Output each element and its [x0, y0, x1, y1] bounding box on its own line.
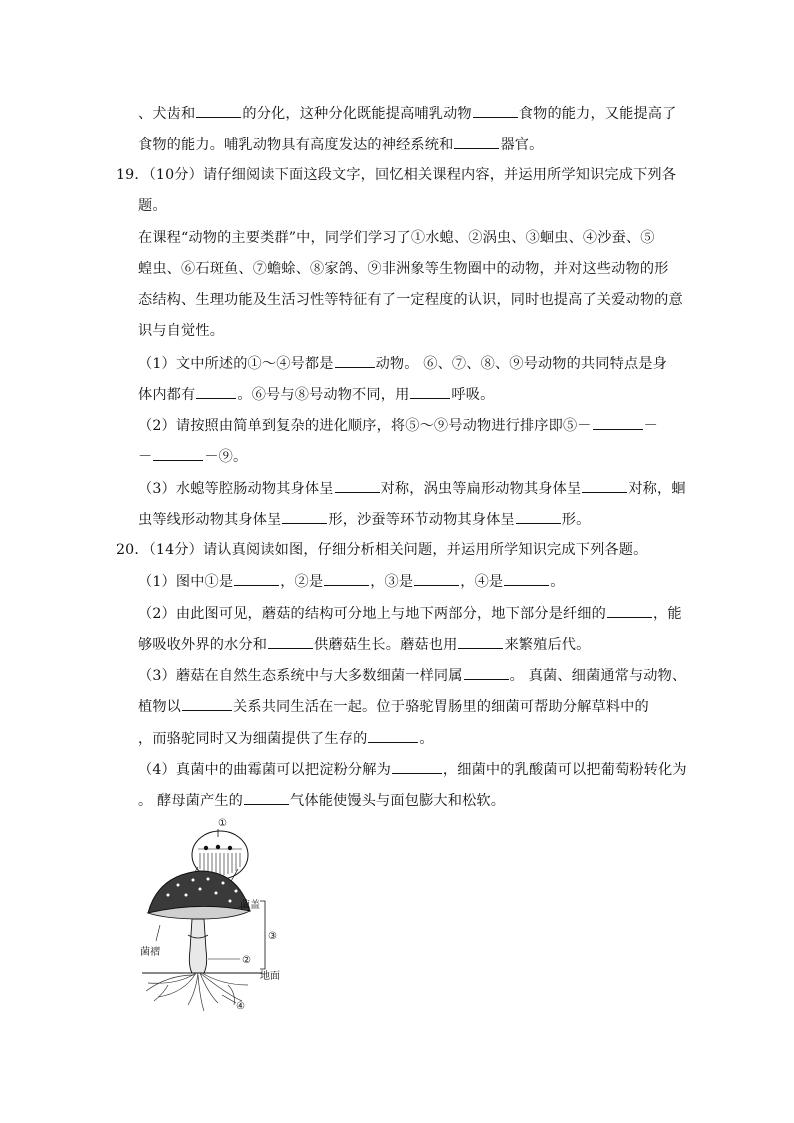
label-circle-3: ③ [268, 931, 277, 942]
q19-passage-3 [138, 290, 683, 310]
q20-part3-line-3 [138, 728, 434, 749]
label-circle-1: ① [218, 818, 227, 829]
answer-blank [414, 571, 459, 586]
answer-blank [282, 509, 327, 524]
answer-blank [335, 478, 380, 493]
answer-blank [196, 384, 236, 399]
text-span: 器官。 [500, 137, 544, 153]
mushroom-stem [189, 919, 206, 973]
text-span: 呼吸。 [451, 387, 495, 403]
text-span: 关系共同生活在一起。位于骆驼胃肠里的细菌可帮助分解草料中的 [233, 699, 649, 715]
text-span: 的分化，这种分化既能提高哺乳动物 [242, 106, 472, 122]
text-span: （2）由此图可见，蘑菇的结构可分地上与地下两部分，地下部分是纤细的 [138, 606, 606, 622]
q20-part4-line-2 [138, 790, 505, 811]
text-span: 形，沙蚕等环节动物其身体呈 [328, 512, 515, 528]
q19-passage-1 [138, 228, 655, 248]
text-span: 对称，涡虫等扁形动物其身体呈 [380, 481, 582, 497]
text-span: 植物以 [138, 699, 182, 715]
text-span: 。 真菌、细菌通常与动物、 [509, 668, 687, 684]
q18-line-1 [138, 103, 676, 124]
q19-part3-line-1 [138, 478, 686, 499]
text-span: 态结构、生理功能及生活习性等特征有了一定程度的认识，同时也提高了关爱动物的意 [138, 292, 683, 308]
q19-passage-2 [138, 259, 669, 279]
answer-blank [582, 478, 627, 493]
text-span: 20．（14分）请认真阅读如图，仔细分析相关问题，并运用所学知识完成下列各题。 [116, 542, 648, 558]
answer-blank [244, 790, 289, 805]
text-span: 虫等线形动物其身体呈 [138, 512, 282, 528]
q19-passage-4 [138, 321, 224, 341]
answer-blank [392, 759, 442, 774]
label-circle-2: ② [242, 955, 251, 966]
text-span: 来繁殖后代。 [504, 637, 591, 653]
label-ground: 地面 [260, 971, 280, 982]
text-span: 在课程“动物的主要类群”中，同学们学习了①水螅、②涡虫、③蛔虫、④沙蚕、⑤ [138, 230, 655, 246]
answer-blank [410, 384, 450, 399]
q20-heading [116, 540, 647, 560]
bracket-3 [260, 901, 265, 969]
text-span: （4）真菌中的曲霉菌可以把淀粉分解为 [138, 762, 391, 778]
q19-part3-line-2 [138, 509, 590, 530]
q19-part1-line-2 [138, 384, 494, 405]
q20-part2-line-2 [138, 634, 590, 655]
q19-part2-line-1 [138, 415, 658, 436]
text-span: （1）图中①是 [138, 574, 234, 590]
label-cap: 菌盖 [240, 900, 260, 911]
text-span: 食物的能力。哺乳动物具有高度发达的神经系统和 [138, 137, 454, 153]
text-span: （2）请按照由简单到复杂的进化顺序，将⑤～⑨号动物进行排序即⑤－ [138, 418, 592, 434]
text-span: 气体能使馒头与面包膨大和松软。 [290, 793, 506, 809]
text-span: 、犬齿和 [138, 106, 196, 122]
text-span: － [138, 449, 153, 465]
text-span: 供蘑菇生长。蘑菇也用 [314, 637, 458, 653]
label-circle-4: ④ [236, 1001, 245, 1012]
answer-blank [593, 415, 643, 430]
text-span: 识与自觉性。 [138, 323, 225, 339]
answer-blank [182, 696, 232, 711]
answer-blank [473, 103, 518, 118]
answer-blank [368, 728, 418, 743]
text-span: 。 [419, 731, 434, 747]
text-span: 19．（10分）请仔细阅读下面这段文字，回忆相关课程内容，并运用所学知识完成下列各 [116, 167, 677, 183]
q18-line-2 [138, 134, 543, 155]
text-span: ，而骆驼同时又为细菌提供了生存的 [138, 731, 368, 747]
text-span: ，③是 [370, 574, 414, 590]
answer-blank [516, 509, 561, 524]
text-span: －⑨。 [204, 449, 248, 465]
text-span: ，细菌中的乳酸菌可以把葡萄粉转化为 [442, 762, 687, 778]
text-span: 动物。 ⑥、⑦、⑧、⑨号动物的共同特点是身 [375, 356, 667, 372]
mushroom-diagram [138, 815, 298, 1020]
leader-gills [156, 925, 160, 941]
answer-blank [196, 103, 241, 118]
q19-heading [116, 165, 676, 185]
text-span: 够吸收外界的水分和 [138, 637, 268, 653]
q20-part2-line-1 [138, 603, 682, 624]
q19-part2-line-2 [138, 446, 247, 467]
answer-blank [458, 634, 503, 649]
text-span: 题。 [138, 198, 167, 214]
text-span: 。 酵母菌产生的 [138, 793, 244, 809]
q20-part4-line-1 [138, 759, 687, 780]
text-span: （1）文中所述的①～④号都是 [138, 356, 334, 372]
text-span: ，②是 [280, 574, 324, 590]
answer-blank [504, 571, 549, 586]
text-span: ，④是 [460, 574, 504, 590]
q19-part1-line-1 [138, 353, 667, 374]
text-span: 蝗虫、⑥石斑鱼、⑦蟾蜍、⑧家鸽、⑨非洲象等生物圈中的动物，并对这些动物的形 [138, 261, 669, 277]
answer-blank [335, 353, 375, 368]
answer-blank [454, 134, 499, 149]
text-span: 形。 [561, 512, 591, 528]
mycelium [146, 973, 248, 1011]
text-span: 对称，蛔 [628, 481, 686, 497]
answer-blank [324, 571, 369, 586]
label-gills: 菌褶 [140, 947, 160, 958]
q20-part3-line-2 [138, 696, 649, 717]
text-span: 。 [550, 574, 565, 590]
text-span: 。⑥号与⑧号动物不同，用 [237, 387, 410, 403]
q19-heading-cont [138, 196, 167, 216]
text-span: 体内都有 [138, 387, 196, 403]
q20-part1 [138, 571, 565, 592]
text-span: － [643, 418, 658, 434]
text-span: ，能 [652, 606, 682, 622]
answer-blank [464, 665, 509, 680]
answer-blank [607, 603, 652, 618]
answer-blank [153, 446, 203, 461]
text-span: （3）水螅等腔肠动物其身体呈 [138, 481, 334, 497]
answer-blank [268, 634, 313, 649]
text-span: 食物的能力，又能提高了 [518, 106, 677, 122]
q20-part3-line-1 [138, 665, 686, 686]
text-span: （3）蘑菇在自然生态系统中与大多数细菌一样同属 [138, 668, 463, 684]
answer-blank [234, 571, 279, 586]
